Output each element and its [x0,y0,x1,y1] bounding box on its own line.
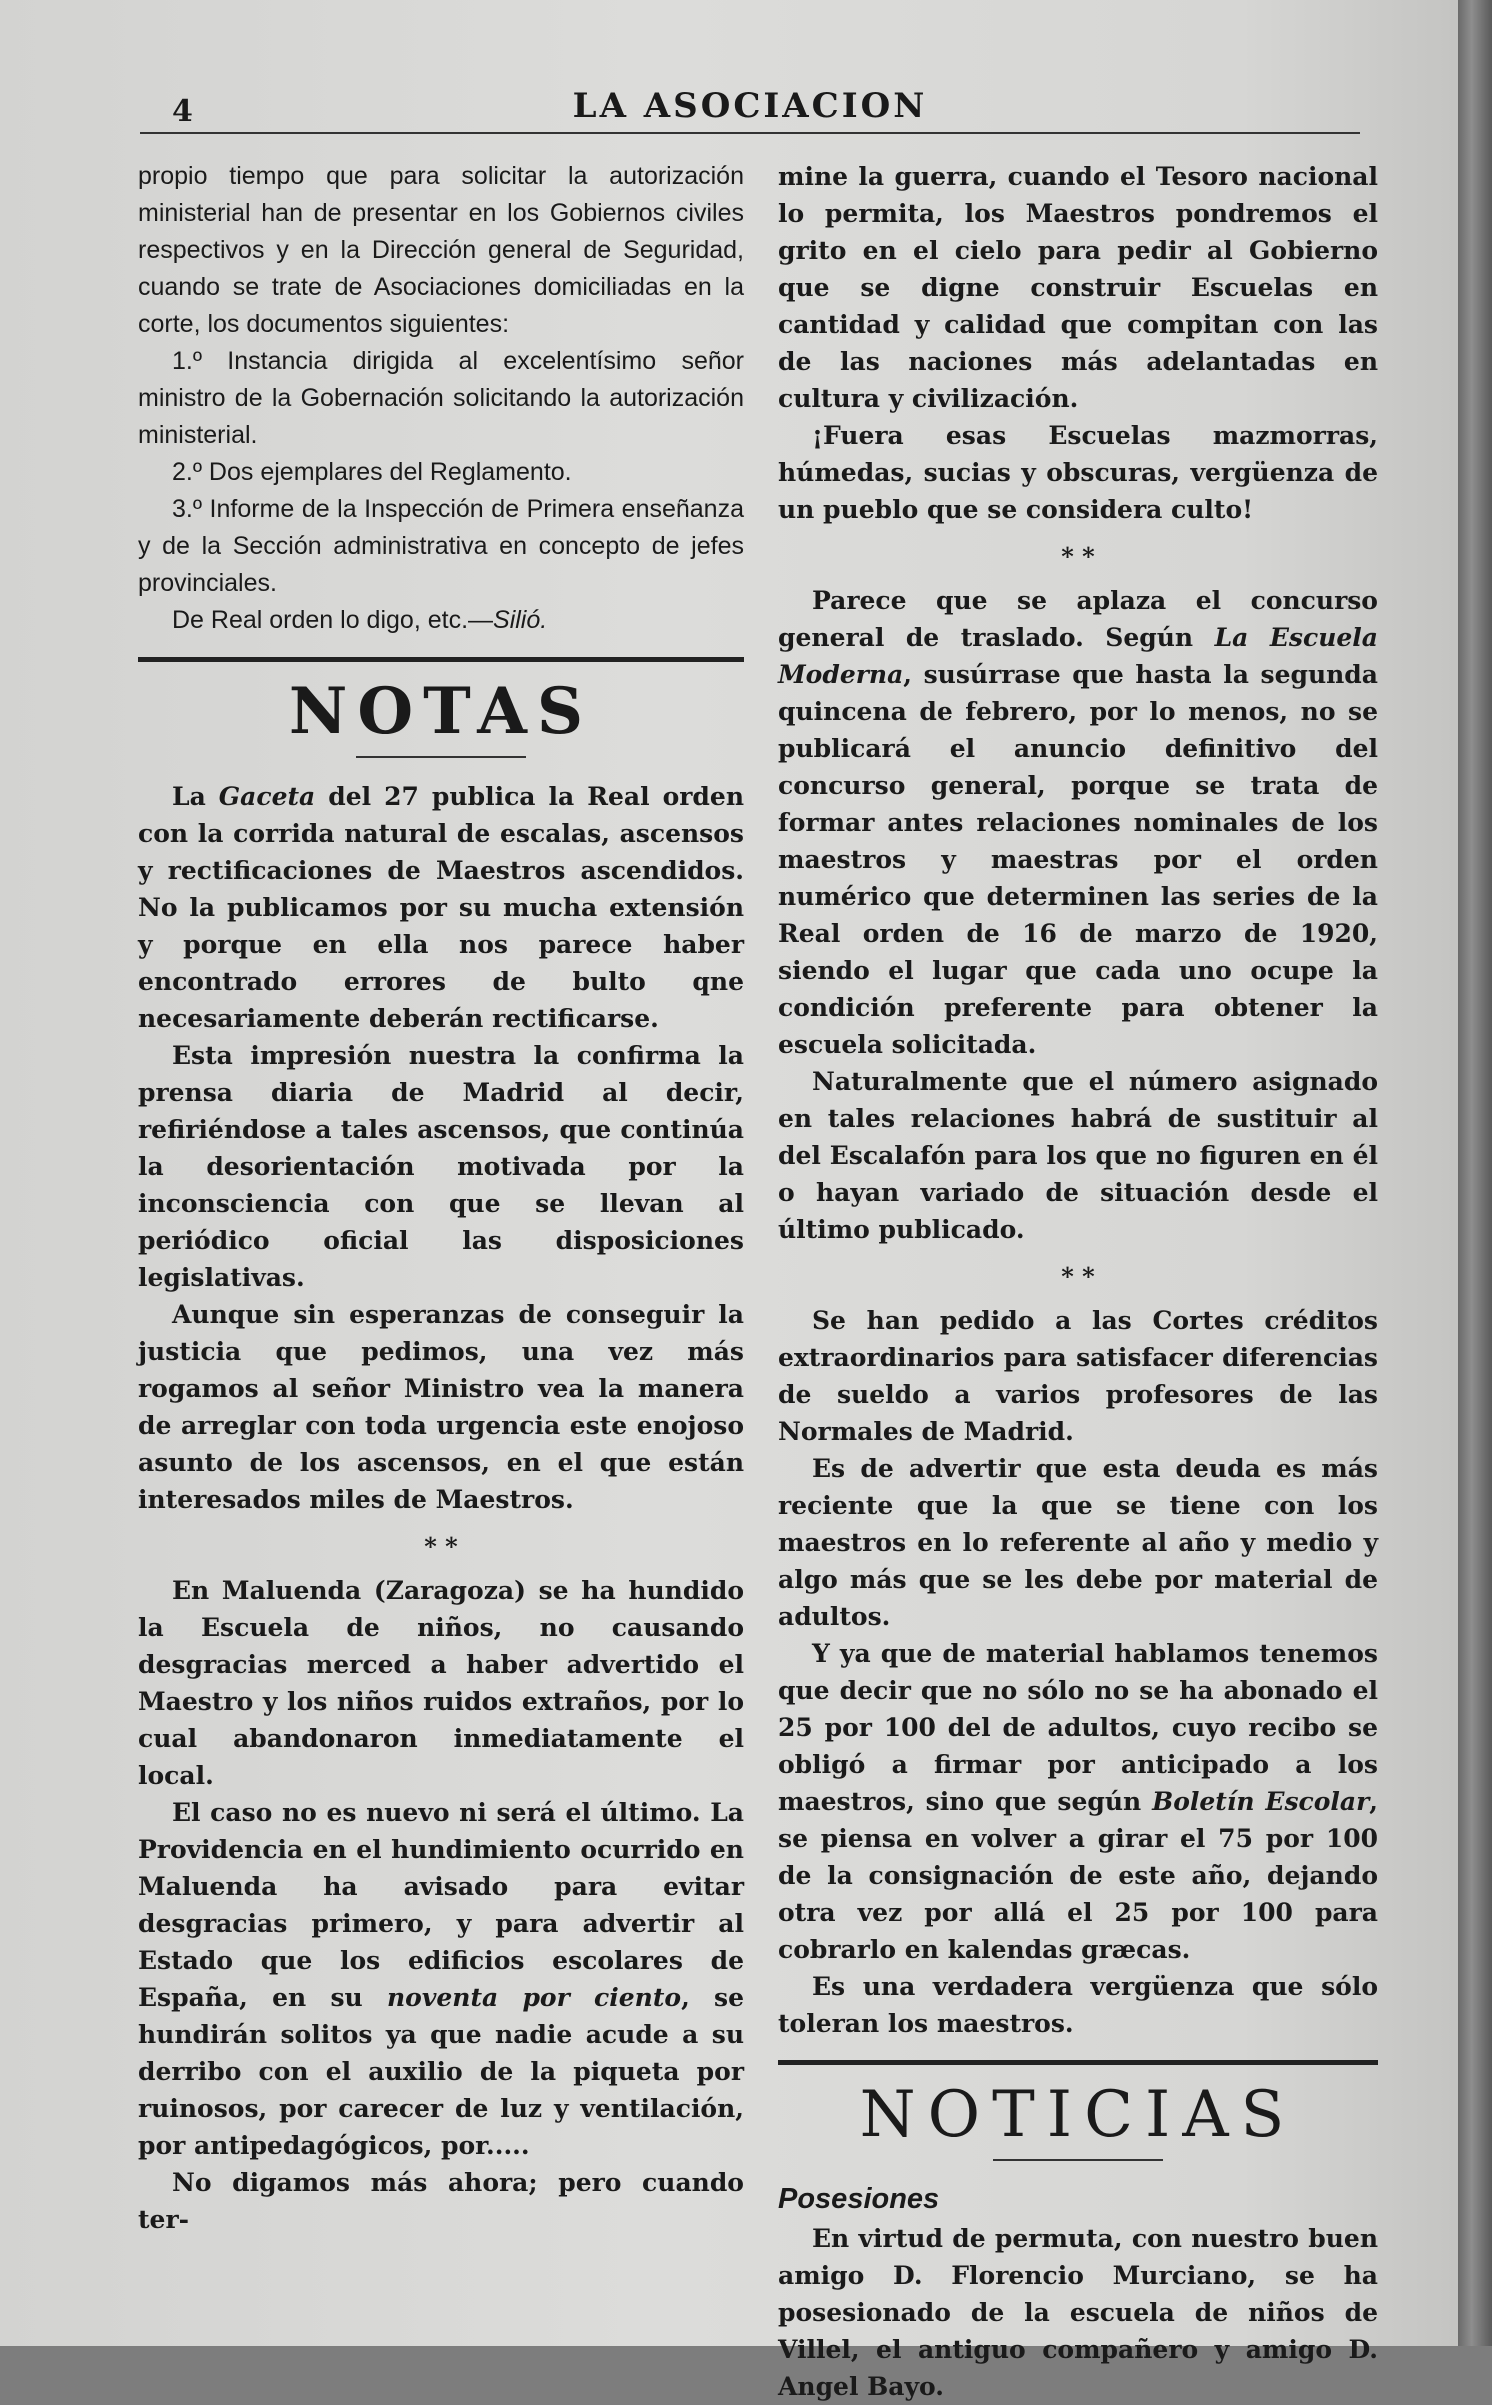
header-rule [140,132,1360,134]
asterism: * * [424,1532,458,1561]
title-underline [356,756,526,758]
decree-continuation [138,158,744,639]
decree-item-3: 3.º Informe de la Inspección de Primera enseñanza y de la Sección administrativa en concepto de jefes provinciales. [138,495,744,597]
verguenza-paragraph: Es una verdadera vergüenza que sólo toleran los maestros. [778,1972,1378,2038]
concurso-after: , susúrrase que hasta la segunda quincena de febrero, por lo menos, no se publicará el anuncio definitivo del concurso general, porque se trata de formar antes relaciones nominales de los maestros y maestras por el orden numérico que determinen las series de la Real orden de 16 de marzo de 1920, siendo el lugar que cada uno ocupe la condición preferente para obtener la escuela solicitada. [778,660,1378,1059]
providencia-italic: noventa por ciento [386,1983,682,2012]
notas-paragraph: Aunque sin esperanzas de conseguir la justicia que pedimos, una vez más rogamos al señor Ministro vea la manera de arreglar con toda urgencia este enojoso asunto de los ascensos, en el que están interesados miles de Maestros. [138,1300,744,1514]
right-column [778,158,1378,2405]
escalafon-paragraph: Naturalmente que el número asignado en tales relaciones habrá de sustituir al del Escalafón para los que no figuren en él o hayan variado de situación desde el último publicado. [778,1067,1378,1244]
gaceta-rest: del 27 publica la Real orden con la corrida natural de escalas, ascensos y rectificaciones de Maestros ascendidos. No la publicamos por su mucha extensión y porque en ella nos parece haber encontrado errores de bulto qne necesariamente deberán rectificarse. [138,782,744,1033]
decree-item-2: 2.º Dos ejemplares del Reglamento. [172,458,572,486]
material-before: Y ya que de material hablamos tenemos que decir que no sólo no se ha abonado el 25 por 100 del de adultos, cuyo recibo se obligó a firmar por anticipado a los maestros, sino que según [778,1639,1378,1816]
closing-text: De Real orden lo digo, etc.— [172,606,494,634]
creditos-paragraph: Se han pedido a las Cortes créditos extraordinarios para satisfacer diferencias de sueldo a varios profesores de las Normales de Madrid. [778,1306,1378,1446]
providencia-before: El caso no es nuevo ni será el último. La Providencia en el hundimiento ocurrido en Maluenda ha avisado para evitar desgracias primero, y para advertir al Estado que los edificios escolares de España, en su [138,1798,744,2012]
concurso-italic: La Escuela Moderna [778,623,1378,689]
continuation-paragraph: ¡Fuera esas Escuelas mazmorras, húmedas, sucias y obscuras, vergüenza de un pueblo que se considera culto! [778,421,1378,524]
concurso-paragraph [778,582,1378,1063]
notas-title: NOTAS [288,674,594,749]
creditos-paragraph: Es de advertir que esta deuda es más reciente que la que se tiene con los maestros en lo referente al año y medio y algo más que se les debe por material de adultos. [778,1454,1378,1631]
continuation-paragraph: mine la guerra, cuando el Tesoro nacional lo permita, los Maestros pondremos el grito en el cielo para pedir al Gobierno que se digne construir Escuelas en cantidad y calidad que compitan con las de las naciones más adelantadas en cultura y civilización. [778,162,1378,413]
maluenda-paragraph: En Maluenda (Zaragoza) se ha hundido la Escuela de niños, no causando desgracias merced a haber advertido el Maestro y los niños ruidos extraños, por lo cual abandonaron inmediatamente el local. [138,1576,744,1790]
title-underline [993,2159,1163,2161]
page-number: 4 [172,94,193,129]
material-paragraph [778,1635,1378,1968]
section-rule [778,2060,1378,2065]
gaceta-intro: La [172,782,219,811]
providencia-after: , se hundirán solitos ya que nadie acude a su derribo con el auxilio de la piqueta por ruinosos, por carecer de luz y ventilación, por antipedagógicos, por..... [138,1983,744,2160]
gaceta-paragraph [138,778,744,1037]
decree-item-1: 1.º Instancia dirigida al excelentísimo señor ministro de la Gobernación solicitando la autorización ministerial. [138,347,744,449]
posesiones-subheading: Posesiones [778,2183,940,2215]
section-rule [138,657,744,662]
material-italic: Boletín Escolar [1152,1787,1370,1816]
noticias-title: NOTICIAS [859,2078,1297,2152]
running-title: LA ASOCIACION [572,86,928,126]
providencia-paragraph [138,1794,744,2164]
decree-closing [138,602,744,639]
decree-paragraph: propio tiempo que para solicitar la autorización ministerial han de presentar en los Gobiernos civiles respectivos y en la Dirección general de Seguridad, cuando se trate de Asociaciones domiciliadas en la corte, los documentos siguientes: [138,162,744,338]
material-after: , se piensa en volver a girar el 75 por 100 de la consignación de este año, dejando otra vez por allá el 25 por 100 para cobrarlo en kalendas græcas. [778,1787,1379,1964]
asterism: * * [1061,1262,1095,1291]
gaceta-name: Gaceta [218,782,316,811]
notas-paragraph: Esta impresión nuestra la confirma la prensa diaria de Madrid al decir, refiriéndose a tales ascensos, que continúa la desorientación motivada por la inconsciencia con que se llevan al periódico oficial las disposiciones legislativas. [138,1041,744,1292]
last-paragraph: No digamos más ahora; pero cuando ter- [138,2168,744,2234]
posesiones-paragraph: En virtud de permuta, con nuestro buen amigo D. Florencio Murciano, se ha posesionado de la escuela de niños de Villel, el antiguo compañero y amigo D. Angel Bayo. [778,2224,1378,2401]
left-column [138,158,744,2238]
closing-signature: Silió. [493,606,548,634]
asterism: * * [1061,542,1095,571]
page-edge [1458,0,1492,2346]
page-header [140,80,1360,140]
concurso-before: Parece que se aplaza el concurso general de traslado. Según [778,586,1378,652]
